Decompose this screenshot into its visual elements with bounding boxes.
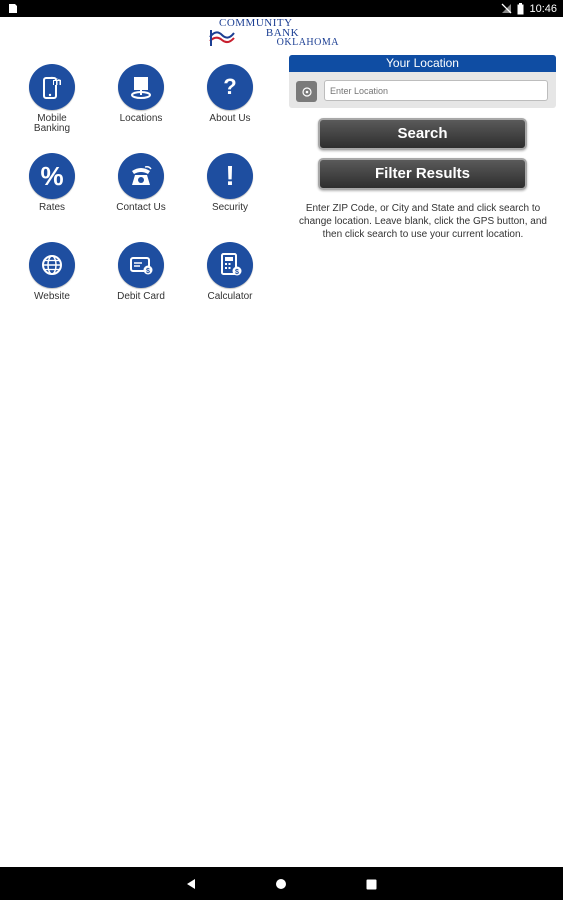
tile-security-circle [207,153,253,199]
tile-label: About Us [209,113,251,124]
phone-icon [126,161,156,191]
bank-logo [206,19,341,49]
tile-about-us[interactable] [185,64,275,124]
no-signal-icon [501,3,512,14]
clock: 10:46 [529,2,557,15]
tile-label: Rates [38,202,66,213]
tile-label: Mobile Banking [33,113,71,134]
tile-website[interactable] [7,242,97,302]
card-icon [127,252,155,278]
battery-icon [517,3,524,15]
logo-text [216,19,341,48]
navigation-bar [0,867,563,900]
tile-label: Locations [119,113,163,124]
tile-label: Debit Card [117,291,165,302]
search-button[interactable]: Search [318,118,527,150]
globe-icon [39,252,65,278]
location-input[interactable] [324,80,548,101]
recents-icon [366,879,377,890]
tile-mobile-banking[interactable] [7,64,97,134]
location-header: Your Location [289,55,556,72]
tile-label: Calculator [207,291,253,302]
gps-icon [301,86,313,98]
tile-calculator-circle [207,242,253,288]
mobile-banking-icon [39,74,65,100]
status-bar [0,0,563,17]
tile-locations[interactable] [96,64,186,124]
tile-rates[interactable] [7,153,97,213]
tile-rates-circle [29,153,75,199]
question-icon: ? [223,74,237,99]
tile-label: Website [34,291,70,302]
logo-line-1: COMMUNITY [219,17,293,29]
exclamation-icon: ! [225,160,235,191]
tile-contact-us-circle [118,153,164,199]
tile-label: Contact Us [116,202,166,213]
tile-contact-us[interactable] [96,153,186,213]
tile-mobile-banking-circle [29,64,75,110]
percent-icon: % [40,160,64,191]
logo-line-2: BANK [265,26,300,39]
locations-icon [128,74,154,100]
tile-website-circle [29,242,75,288]
svg-text:$: $ [235,268,239,276]
status-icons [501,1,557,16]
home-button[interactable] [273,876,289,892]
recents-button[interactable] [363,876,379,892]
tile-debit-card-circle [118,242,164,288]
svg-text:$: $ [146,267,150,275]
location-panel [289,55,556,108]
logo-line-3: OKLAHOMA [276,37,339,48]
tile-label: Security [211,202,249,213]
gps-button[interactable] [296,81,317,102]
filter-results-button[interactable]: Filter Results [318,158,527,190]
tile-calculator[interactable] [185,242,275,302]
back-icon [185,878,197,890]
home-icon [275,878,287,890]
tile-locations-circle [118,64,164,110]
back-button[interactable] [183,876,199,892]
calculator-icon [216,251,244,279]
tile-security[interactable] [185,153,275,213]
tile-about-us-circle [207,64,253,110]
notification-icon [8,3,18,14]
location-help-text: Enter ZIP Code, or City and State and click search to change location. Leave blank, click the GPS button, and then click search to use your current location. [299,203,547,240]
tile-debit-card[interactable] [96,242,186,302]
